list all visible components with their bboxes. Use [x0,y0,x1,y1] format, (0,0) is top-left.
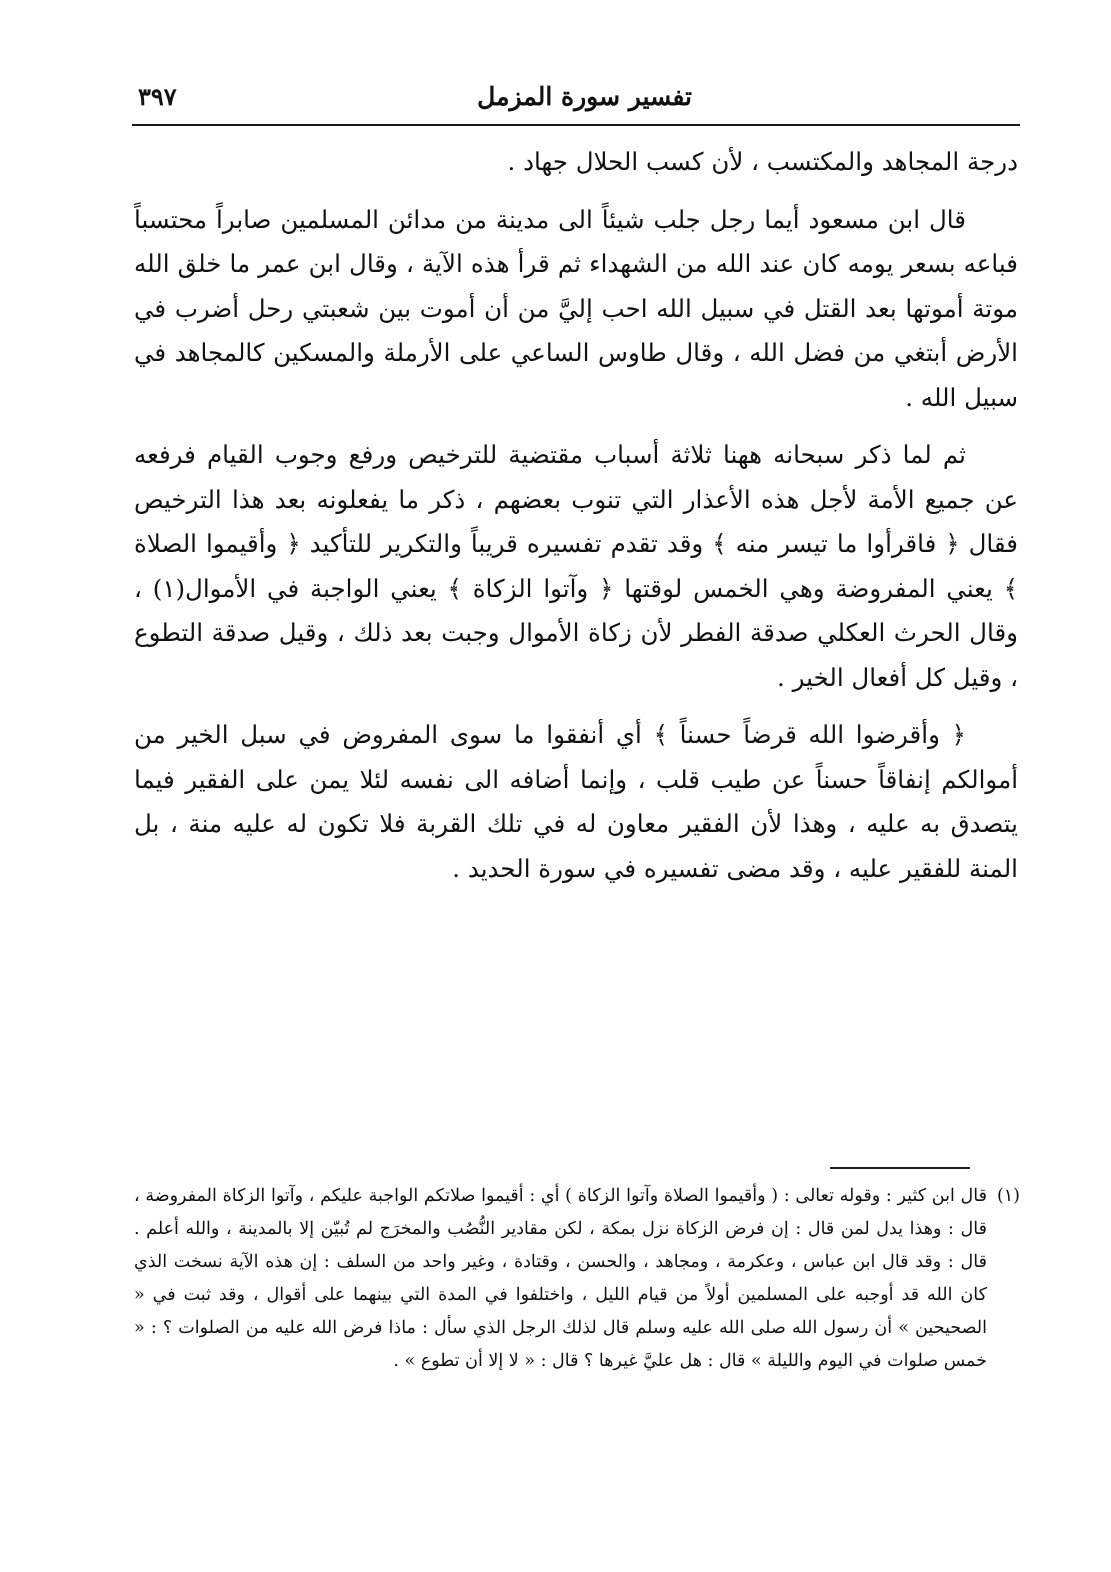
paragraph: قال ابن مسعود أيما رجل جلب شيئاً الى مدينة من مدائن المسلمين صابراً محتسباً فباعه بسعر يومه كان عند الله من الشهداء ثم قرأ هذه الآية ، وقال ابن عمر ما خلق الله موتة أموتها بعد القتل في سبيل الله احب إليَّ من أن أموت بين شعبتي رحل أضرب في الأرض أبتغي من فضل الله ، وقال طاوس الساعي على الأرملة والمسكين كالمجاهد في سبيل الله . [134,204,1018,412]
paragraph: درجة المجاهد والمكتسب ، لأن كسب الحلال جهاد . [507,147,1018,176]
paragraph: ﴿ وأقرضوا الله قرضاً حسناً ﴾ أي أنفقوا ما سوى المفروض في سبل الخير من أموالكم إنفاقاً حسناً عن طيب قلب ، وإنما أضافه الى نفسه لئلا يمن على الفقير فيما يتصدق به عليه ، وهذا لأن الفقير معاون له في تلك القربة فلا تكون له عليه منة ، بل المنة للفقير عليه ، وقد مضى تفسيره في سورة الحديد . [134,720,1018,883]
paragraph: ثم لما ذكر سبحانه ههنا ثلاثة أسباب مقتضية للترخيص ورفع وجوب القيام فرفعه عن جميع الأمة لأجل هذه الأعذار التي تنوب بعضهم ، ذكر ما يفعلونه بعد هذا الترخيص فقال ﴿ فاقرأوا ما تيسر منه ﴾ وقد تقدم تفسيره قريباً والتكرير للتأكيد ﴿ وأقيموا الصلاة ﴾ يعني المفروضة وهي الخمس لوقتها ﴿ وآتوا الزكاة ﴾ يعني الواجبة في الأموال(١) ، وقال الحرث العكلي صدقة الفطر لأن زكاة الأموال وجبت بعد ذلك ، وقيل صدقة التطوع ، وقيل كل أفعال الخير . [134,440,1018,692]
footnotes [134,1180,1020,1378]
footnote-rule [830,1167,970,1169]
footnote-marker: (١) [996,1186,1020,1206]
header-rule [132,124,1020,126]
footnote-text: قال ابن كثير : وقوله تعالى : ( وأقيموا الصلاة وآتوا الزكاة ) أي : أقيموا صلاتكم الواجبة عليكم ، وآتوا الزكاة المفروضة ، قال : وهذا يدل لمن قال : إن فرض الزكاة نزل بمكة ، لكن مقادير النُّصُب والمخرَج لم تُبيّن إلا بالمدينة ، والله أعلم . قال : وقد قال ابن عباس ، وعكرمة ، ومجاهد ، والحسن ، وقتادة ، وغير واحد من السلف : إن هذه الآية نسخت الذي كان الله قد أوجبه على المسلمين أولاً من قيام الليل ، واختلفوا في المدة التي بينهما على أقوال ، وقد ثبت في « الصحيحين » أن رسول الله صلى الله عليه وسلم قال لذلك الرجل الذي سأل : ماذا فرض الله عليه من الصلوات ؟ : « خمس صلوات في اليوم والليلة » قال : هل عليَّ غيرها ؟ قال : « لا إلا أن تطوع » . [134,1186,987,1371]
page-number: ٣٩٧ [138,82,177,111]
page-header [120,82,1020,126]
running-title: تفسير سورة المزمل [477,82,692,111]
footnote [134,1180,1020,1378]
main-text [134,140,1018,904]
